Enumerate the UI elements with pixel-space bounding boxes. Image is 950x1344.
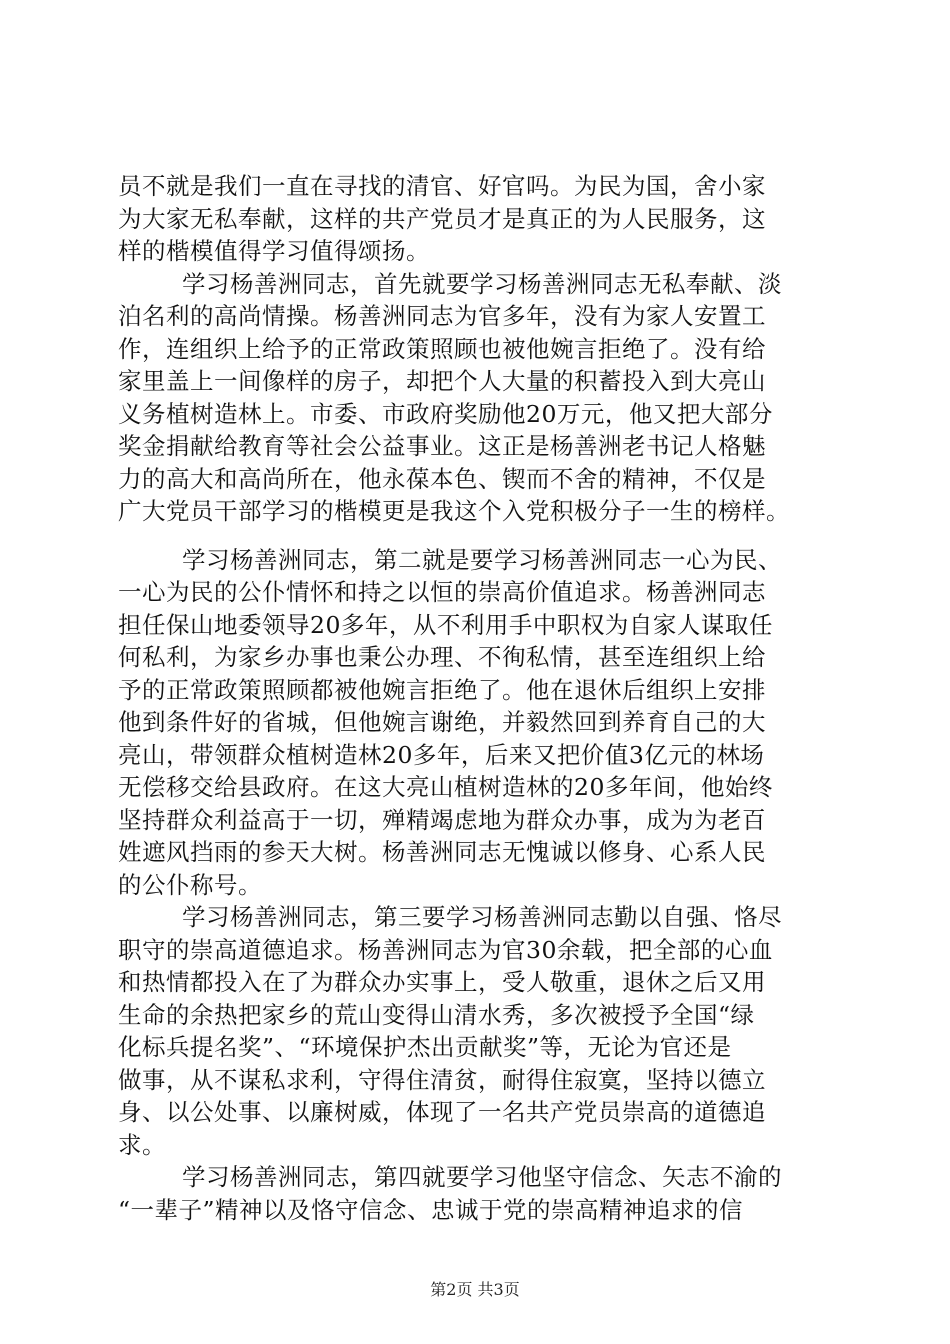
text-line: 一心为民的公仆情怀和持之以恒的崇高价值追求。杨善洲同志 (118, 578, 766, 606)
text-line: 为大家无私奉献，这样的共产党员才是真正的为人民服务，这 (118, 204, 766, 233)
text-line: 化标兵提名奖”、“环境保护杰出贡献奖”等，无论为官还是 (118, 1033, 732, 1061)
paragraph-gap (118, 528, 840, 544)
text-line: 姓遮风挡雨的参天大树。杨善洲同志无愧诚以修身、心系人民 (118, 838, 766, 866)
text-line: 身、以公处事、以廉树威，体现了一名共产党员崇高的道德追 (118, 1098, 766, 1126)
text-line: 学习杨善洲同志，第三要学习杨善洲同志勤以自强、恪尽 (182, 903, 782, 931)
text-line: 学习杨善洲同志，首先就要学习杨善洲同志无私奉献、淡 (182, 269, 782, 298)
text-line: 家里盖上一间像样的房子，却把个人大量的积蓄投入到大亮山 (118, 367, 766, 395)
text-line: 无偿移交给县政府。在这大亮山植树造林的20多年间，他始终 (118, 773, 773, 801)
text-line: 广大党员干部学习的楷模更是我这个入党积极分子一生的榜样。 (118, 497, 790, 525)
page-footer: 第2页 共3页 (430, 1280, 520, 1299)
text-line: 生命的余热把家乡的荒山变得山清水秀，多次被授予全国“绿 (118, 1000, 755, 1029)
text-line: 员不就是我们一直在寻找的清官、好官吗。为民为国，舍小家 (118, 172, 766, 200)
text-line: 和热情都投入在了为群众办实事上，受人敬重，退休之后又用 (118, 968, 766, 996)
text-line: 泊名利的高尚情操。杨善洲同志为官多年，没有为家人安置工 (118, 302, 766, 330)
text-line: “一辈子”精神以及恪守信念、忠诚于党的崇高精神追求的信 (118, 1195, 744, 1224)
text-line: 的公仆称号。 (118, 870, 262, 899)
text-line: 做事，从不谋私求利，守得住清贫，耐得住寂寞，坚持以德立 (118, 1065, 766, 1094)
text-line: 予的正常政策照顾都被他婉言拒绝了。他在退休后组织上安排 (118, 675, 766, 704)
text-line: 职守的崇高道德追求。杨善洲同志为官30余载，把全部的心血 (118, 935, 773, 964)
text-line: 义务植树造林上。市委、市政府奖励他20万元，他又把大部分 (118, 399, 773, 428)
text-line: 奖金捐献给教育等社会公益事业。这正是杨善洲老书记人格魅 (118, 432, 766, 460)
text-line: 学习杨善洲同志，第二就是要学习杨善洲同志一心为民、 (182, 545, 782, 574)
text-line: 担任保山地委领导20多年，从不利用手中职权为自家人谋取任 (118, 610, 773, 639)
text-line: 样的楷模值得学习值得颂扬。 (118, 237, 430, 265)
text-line: 何私利，为家乡办事也秉公办理、不徇私情，甚至连组织上给 (118, 643, 766, 671)
text-line: 亮山，带领群众植树造林20多年，后来又把价值3亿元的林场 (118, 740, 765, 769)
text-line: 作，连组织上给予的正常政策照顾也被他婉言拒绝了。没有给 (118, 334, 766, 363)
text-line: 学习杨善洲同志，第四就要学习他坚守信念、矢志不渝的 (182, 1163, 782, 1191)
text-line: 坚持群众利益高于一切，殚精竭虑地为群众办事，成为为老百 (118, 805, 766, 834)
text-line: 他到条件好的省城，但他婉言谢绝，并毅然回到养育自己的大 (118, 708, 766, 736)
body-text (118, 170, 840, 1226)
text-line: 力的高大和高尚所在，他永葆本色、锲而不舍的精神，不仅是 (118, 464, 766, 493)
text-line: 求。 (118, 1130, 166, 1159)
